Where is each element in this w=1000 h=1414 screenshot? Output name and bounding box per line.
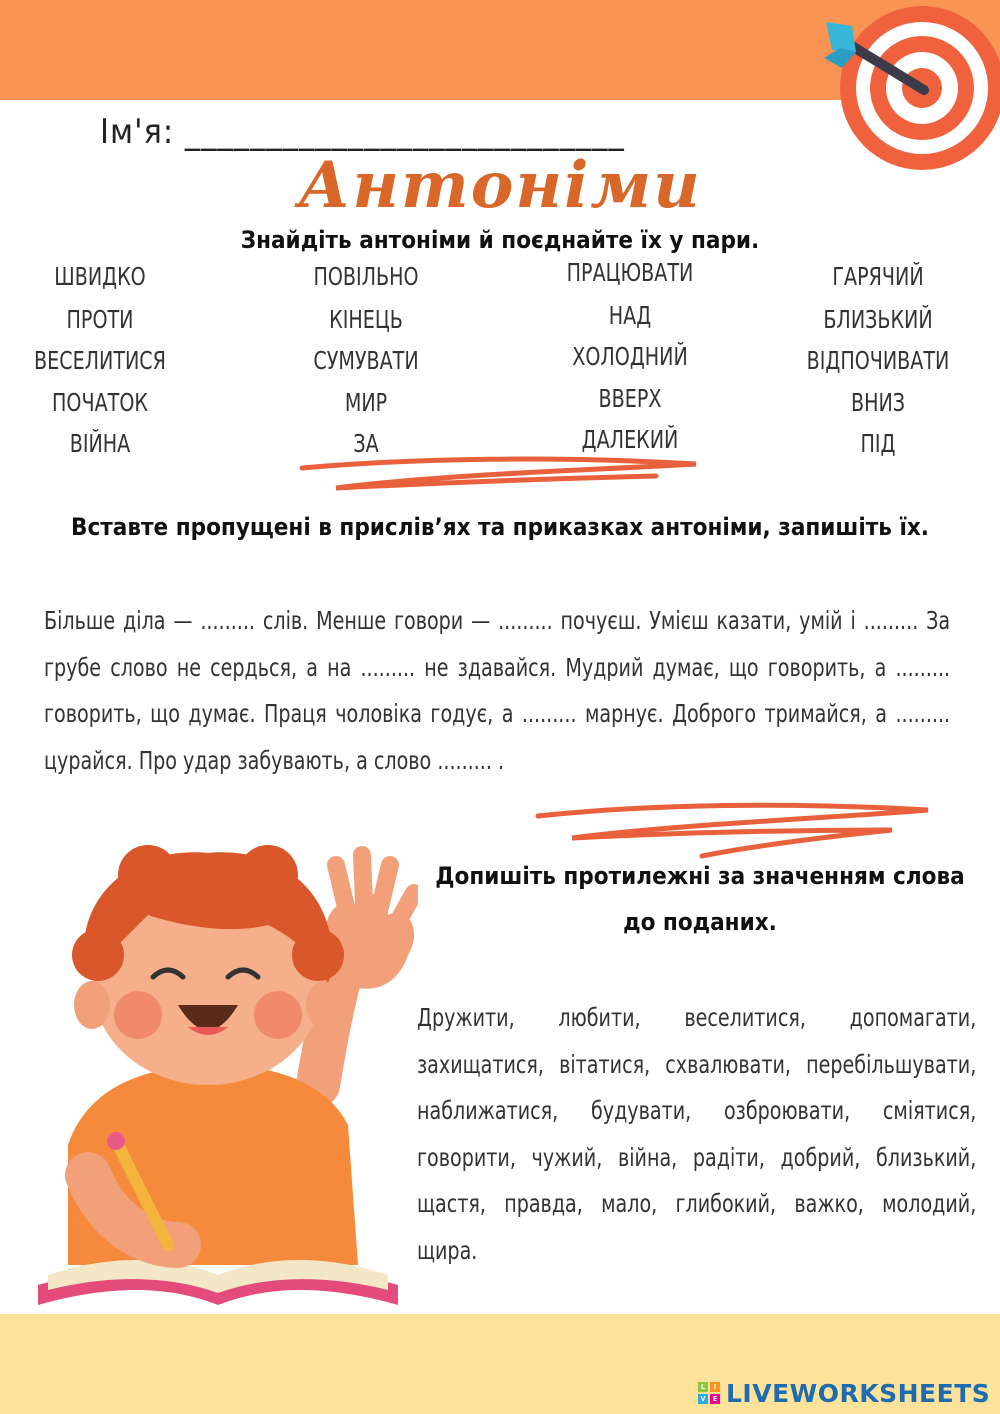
logo-letter: V	[698, 1394, 708, 1404]
antonym-word[interactable]: ПРОТИ	[66, 305, 134, 334]
scribble-decoration	[296, 448, 706, 498]
antonym-word[interactable]: СУМУВАТИ	[313, 346, 419, 375]
antonym-word[interactable]: ПОЧАТОК	[52, 388, 148, 417]
task2-instruction: Вставте пропущені в прислів’ях та приказках антоніми, запишіть їх.	[71, 513, 929, 541]
antonym-word[interactable]: ШВИДКО	[54, 262, 146, 291]
brand-logo-icon	[698, 1382, 720, 1404]
antonym-word[interactable]: ВІЙНА	[69, 429, 131, 458]
antonym-word[interactable]: МИР	[344, 388, 388, 417]
words-paragraph: Дружити, любити, веселитися, допомагати, захищатися, вітатися, схвалювати, перебільшувати, наближатися, будувати, озброювати, сміятися, говорити, чужий, війна, радіти, добрий, близький, щастя, правда, мало, глибокий, важко, молодий, щира.	[417, 1003, 977, 1265]
logo-letter: L	[698, 1382, 708, 1392]
antonym-word[interactable]: ХОЛОДНИЙ	[572, 342, 688, 371]
proverbs-paragraph: Більше діла — ......... слів. Менше говори — ......... почуєш. Умієш казати, умій і ......... За грубе слово не сердься, а на ......... не здавайся. Мудрий думає, що говорить, а ......... говорить, що думає. Праця чоловіка годує, а ......... марнує. Доброго тримайся, а ......... цурайся. Про удар забувають, а слово ......... .	[44, 606, 951, 775]
antonym-word[interactable]: НАД	[608, 301, 652, 330]
task3-instruction-line2: до поданих.	[623, 908, 777, 936]
liveworksheets-logo[interactable]	[698, 1376, 990, 1410]
brand-name: LIVEWORKSHEETS	[726, 1378, 991, 1408]
logo-letter: E	[710, 1394, 720, 1404]
antonym-word[interactable]: ЗА	[353, 429, 379, 458]
antonym-word[interactable]: ВІДПОЧИВАТИ	[806, 346, 950, 375]
antonym-word[interactable]: ПІД	[860, 429, 896, 458]
antonym-word[interactable]: ВНИЗ	[850, 388, 906, 417]
logo-letter: I	[710, 1382, 720, 1392]
scribble-decoration-2	[532, 796, 934, 866]
antonym-word[interactable]: ПРАЦЮВАТИ	[566, 258, 694, 287]
antonym-word[interactable]: ПОВІЛЬНО	[313, 262, 419, 291]
antonym-word[interactable]: ГАРЯЧИЙ	[832, 262, 924, 291]
antonym-word[interactable]: ВВЕРХ	[598, 384, 662, 413]
name-field[interactable]: Ім'я: ___________________________	[100, 112, 625, 152]
task3-instruction-line1: Допишіть протилежні за значенням слова	[435, 862, 965, 890]
task1-instruction: Знайдіть антоніми й поєднайте їх у пари.	[240, 226, 760, 254]
page-title: Антоніми	[298, 148, 702, 223]
antonym-word[interactable]: БЛИЗЬКИЙ	[823, 305, 933, 334]
antonym-word[interactable]: ВЕСЕЛИТИСЯ	[34, 346, 166, 375]
antonym-word[interactable]: КІНЕЦЬ	[329, 305, 403, 334]
antonym-word[interactable]: ДАЛЕКИЙ	[581, 425, 679, 454]
boy-illustration	[28, 845, 418, 1325]
